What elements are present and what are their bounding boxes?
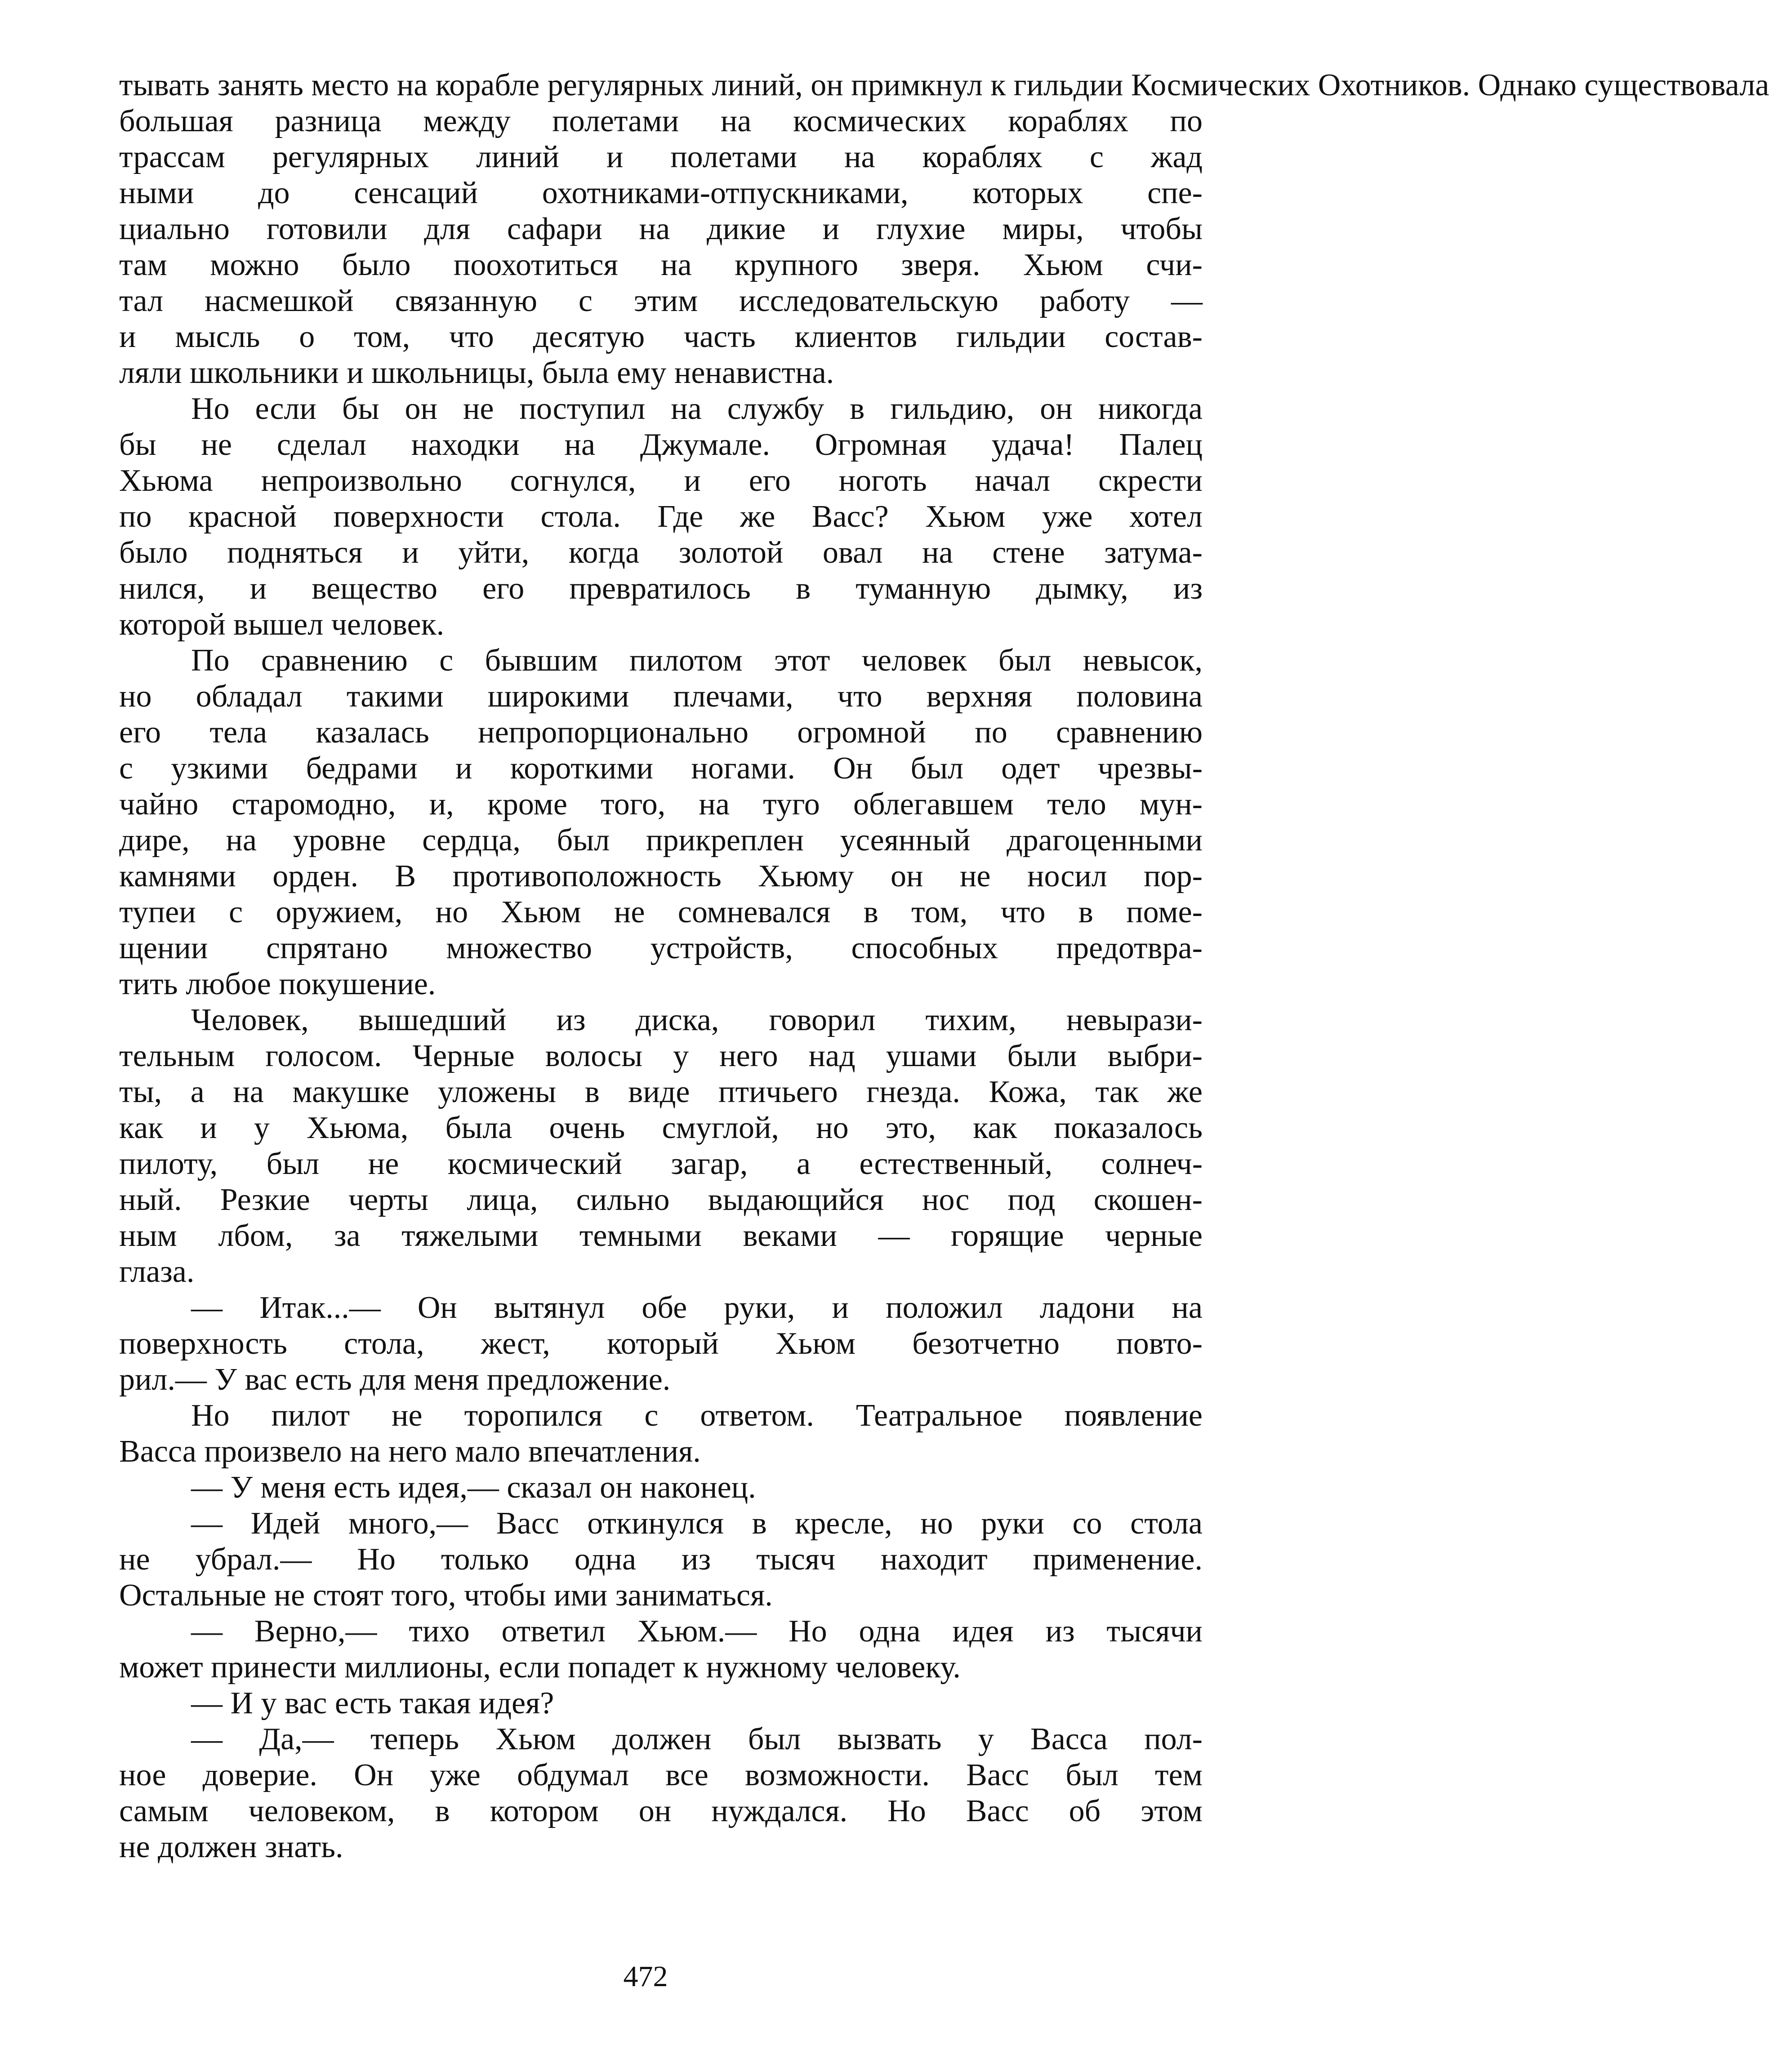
text-line: щении спрятано множество устройств, способных предотвра- — [119, 931, 1203, 965]
paragraph — [119, 391, 1203, 643]
paragraph — [119, 1290, 1203, 1398]
text-line: Хьюма непроизвольно согнулся, и его ноготь начал скрести — [119, 463, 1203, 498]
text-line: — У меня есть идея,— сказал он наконец. — [191, 1470, 756, 1505]
text-line: было подняться и уйти, когда золотой овал на стене затума- — [119, 535, 1203, 570]
text-line: но обладал такими широкими плечами, что верхняя половина — [119, 679, 1203, 714]
text-line: пилоту, был не космический загар, а естественный, солнеч- — [119, 1147, 1203, 1181]
paragraph — [119, 1614, 1203, 1685]
text-line: которой вышел человек. — [119, 607, 445, 642]
paragraph — [119, 643, 1203, 1002]
text-line: чайно старомодно, и, кроме того, на туго облегавшем тело мун- — [119, 787, 1203, 822]
text-line: там можно было поохотиться на крупного зверя. Хьюм счи- — [119, 248, 1203, 282]
text-line: тывать занять место на корабле регулярных линий, он примкнул к гильдии Космических Охотников. Однако существовала — [119, 68, 1769, 102]
text-body — [119, 67, 1769, 1865]
text-line: как и у Хьюма, была очень смуглой, но это, как показалось — [119, 1111, 1203, 1145]
paragraph — [119, 1398, 1203, 1470]
text-line: Но пилот не торопился с ответом. Театральное появление — [191, 1398, 1203, 1433]
text-line: бы не сделал находки на Джумале. Огромная удача! Палец — [119, 427, 1203, 462]
text-line: циально готовили для сафари на дикие и глухие миры, чтобы — [119, 212, 1203, 246]
text-line: Человек, вышедший из диска, говорил тихим, невырази- — [191, 1003, 1203, 1037]
text-line: трассам регулярных линий и полетами на кораблях с жад — [119, 140, 1203, 174]
paragraph — [119, 67, 1769, 391]
text-line: и мысль о том, что десятую часть клиентов гильдии состав- — [119, 320, 1203, 354]
text-line: камнями орден. В противоположность Хьюму он не носил пор- — [119, 859, 1203, 894]
paragraph — [119, 1685, 1203, 1721]
text-line: не убрал.— Но только одна из тысяч находит применение. — [119, 1542, 1203, 1577]
text-line: ляли школьники и школьницы, была ему ненавистна. — [119, 356, 834, 390]
paragraph — [119, 1470, 1203, 1506]
text-line: рил.— У вас есть для меня предложение. — [119, 1362, 671, 1397]
text-line: с узкими бедрами и короткими ногами. Он был одет чрезвы- — [119, 751, 1203, 786]
text-line: ное доверие. Он уже обдумал все возможности. Васс был тем — [119, 1758, 1203, 1792]
text-line: Но если бы он не поступил на службу в гильдию, он никогда — [191, 391, 1203, 426]
text-line: тельным голосом. Черные волосы у него над ушами были выбри- — [119, 1039, 1203, 1073]
text-line: ным лбом, за тяжелыми темными веками — горящие черные — [119, 1218, 1203, 1253]
text-line: самым человеком, в котором он нуждался. Но Васс об этом — [119, 1794, 1203, 1828]
text-line: ными до сенсаций охотниками-отпускниками, которых спе- — [119, 176, 1203, 210]
text-line: ный. Резкие черты лица, сильно выдающийся нос под скошен- — [119, 1183, 1203, 1217]
text-line: поверхность стола, жест, который Хьюм безотчетно повто- — [119, 1326, 1203, 1361]
text-line: тить любое покушение. — [119, 967, 436, 1001]
text-line: может принести миллионы, если попадет к нужному человеку. — [119, 1650, 961, 1685]
paragraph — [119, 1506, 1203, 1614]
text-line: ты, а на макушке уложены в виде птичьего гнезда. Кожа, так же — [119, 1075, 1203, 1109]
paragraph — [119, 1002, 1203, 1290]
text-line: По сравнению с бывшим пилотом этот человек был невысок, — [191, 643, 1203, 678]
text-line: Остальные не стоят того, чтобы ими заниматься. — [119, 1578, 773, 1613]
text-line: — Да,— теперь Хьюм должен был вызвать у Васса пол- — [191, 1722, 1203, 1756]
text-line: глаза. — [119, 1254, 195, 1289]
text-line: — Итак...— Он вытянул обе руки, и положил ладони на — [191, 1290, 1203, 1325]
text-line: дире, на уровне сердца, был прикреплен усеянный драгоценными — [119, 823, 1203, 858]
text-line: — Верно,— тихо ответил Хьюм.— Но одна идея из тысячи — [191, 1614, 1203, 1649]
paragraph — [119, 1721, 1203, 1865]
text-line: — Идей много,— Васс откинулся в кресле, но руки со стола — [191, 1506, 1203, 1541]
text-line: его тела казалась непропорционально огромной по сравнению — [119, 715, 1203, 750]
text-line: не должен знать. — [119, 1830, 343, 1864]
text-line: тупеи с оружием, но Хьюм не сомневался в том, что в поме- — [119, 895, 1203, 929]
page-number: 472 — [623, 1960, 668, 1993]
text-line: тал насмешкой связанную с этим исследовательскую работу — — [119, 284, 1203, 318]
text-line: нился, и вещество его превратилось в туманную дымку, из — [119, 571, 1203, 606]
text-line: большая разница между полетами на космических кораблях по — [119, 104, 1203, 138]
text-line: Васса произвело на него мало впечатления. — [119, 1434, 701, 1469]
text-line: — И у вас есть такая идея? — [191, 1686, 554, 1721]
book-page — [119, 67, 1769, 1865]
text-line: по красной поверхности стола. Где же Васс? Хьюм уже хотел — [119, 499, 1203, 534]
